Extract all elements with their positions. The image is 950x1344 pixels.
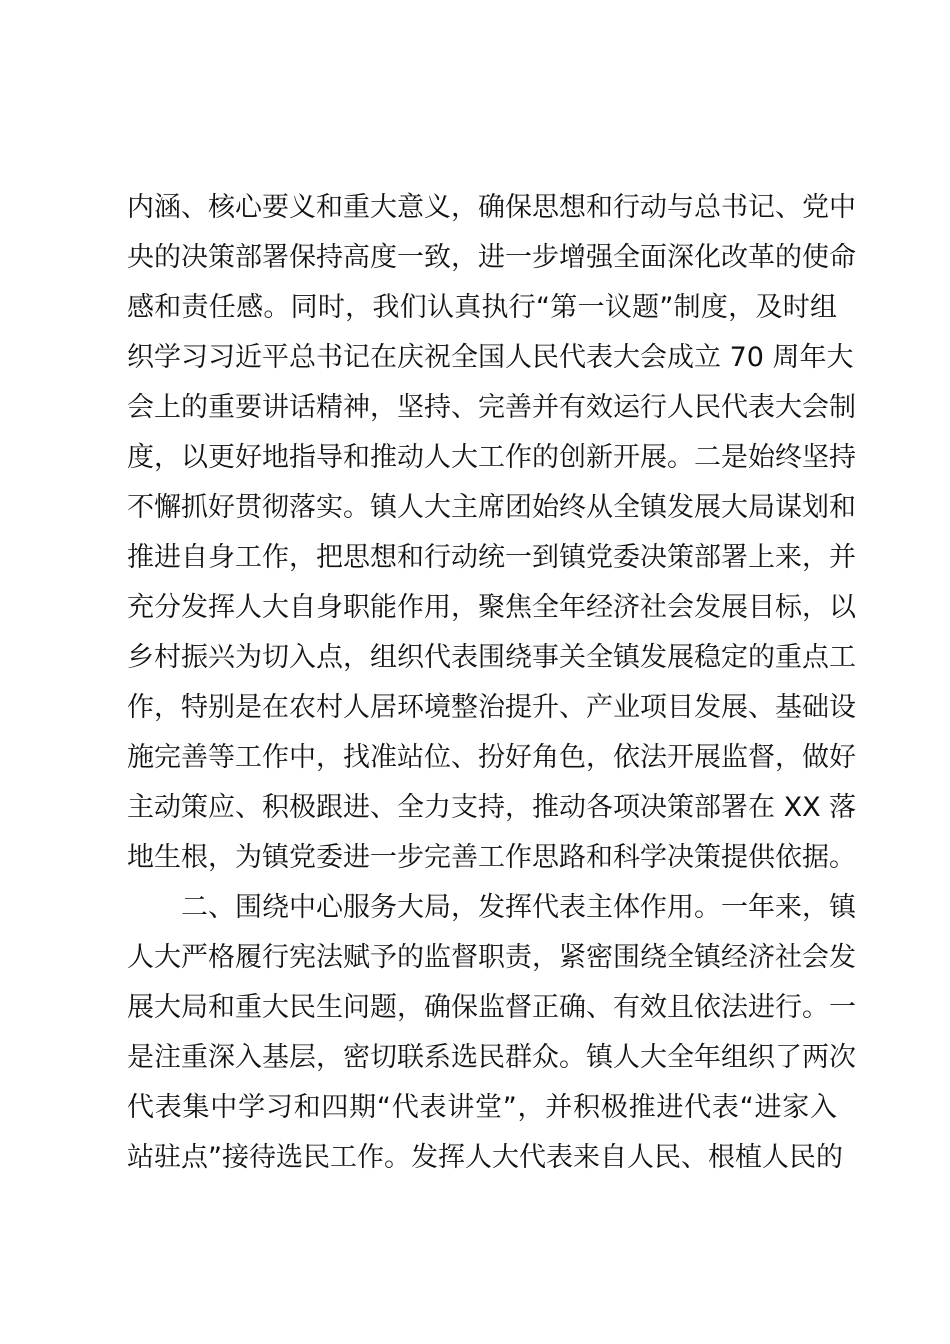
text-line: 不懈抓好贯彻落实。镇人大主席团始终从全镇发展大局谋划和: [127, 492, 856, 523]
body-text: [127, 183, 857, 1183]
text-line: 内涵、核心要义和重大意义，确保思想和行动与总书记、党中: [127, 192, 856, 223]
text-line: 推进自身工作，把思想和行动统一到镇党委决策部署上来，并: [127, 542, 856, 573]
text-line: 作，特别是在农村人居环境整治提升、产业项目发展、基础设: [127, 692, 856, 723]
text-line: 地生根，为镇党委进一步完善工作思路和科学决策提供依据。: [127, 842, 856, 873]
text-line: 织学习习近平总书记在庆祝全国人民代表大会成立 70 周年大: [127, 342, 854, 373]
section-heading-line: 二、围绕中心服务大局，发挥代表主体作用。一年来，镇: [127, 892, 856, 923]
text-line: 站驻点”接待选民工作。发挥人大代表来自人民、根植人民的: [127, 1142, 843, 1173]
text-line: 度，以更好地指导和推动人大工作的创新开展。二是始终坚持: [127, 442, 856, 473]
text-line: 是注重深入基层，密切联系选民群众。镇人大全年组织了两次: [127, 1042, 856, 1073]
text-line: 代表集中学习和四期“代表讲堂”，并积极推进代表“进家入: [127, 1092, 837, 1123]
text-line: 主动策应、积极跟进、全力支持，推动各项决策部署在 XX 落: [127, 792, 857, 823]
text-line: 央的决策部署保持高度一致，进一步增强全面深化改革的使命: [127, 242, 856, 273]
text-line: 充分发挥人大自身职能作用，聚焦全年经济社会发展目标，以: [127, 592, 856, 623]
text-line: 感和责任感。同时，我们认真执行“第一议题”制度，及时组: [127, 292, 837, 323]
text-line: 会上的重要讲话精神，坚持、完善并有效运行人民代表大会制: [127, 392, 856, 423]
text-line: 乡村振兴为切入点，组织代表围绕事关全镇发展稳定的重点工: [127, 642, 856, 673]
text-line: 人大严格履行宪法赋予的监督职责，紧密围绕全镇经济社会发: [127, 942, 856, 973]
text-line: 施完善等工作中，找准站位、扮好角色，依法开展监督，做好: [127, 742, 856, 773]
text-line: 展大局和重大民生问题，确保监督正确、有效且依法进行。一: [127, 992, 856, 1023]
